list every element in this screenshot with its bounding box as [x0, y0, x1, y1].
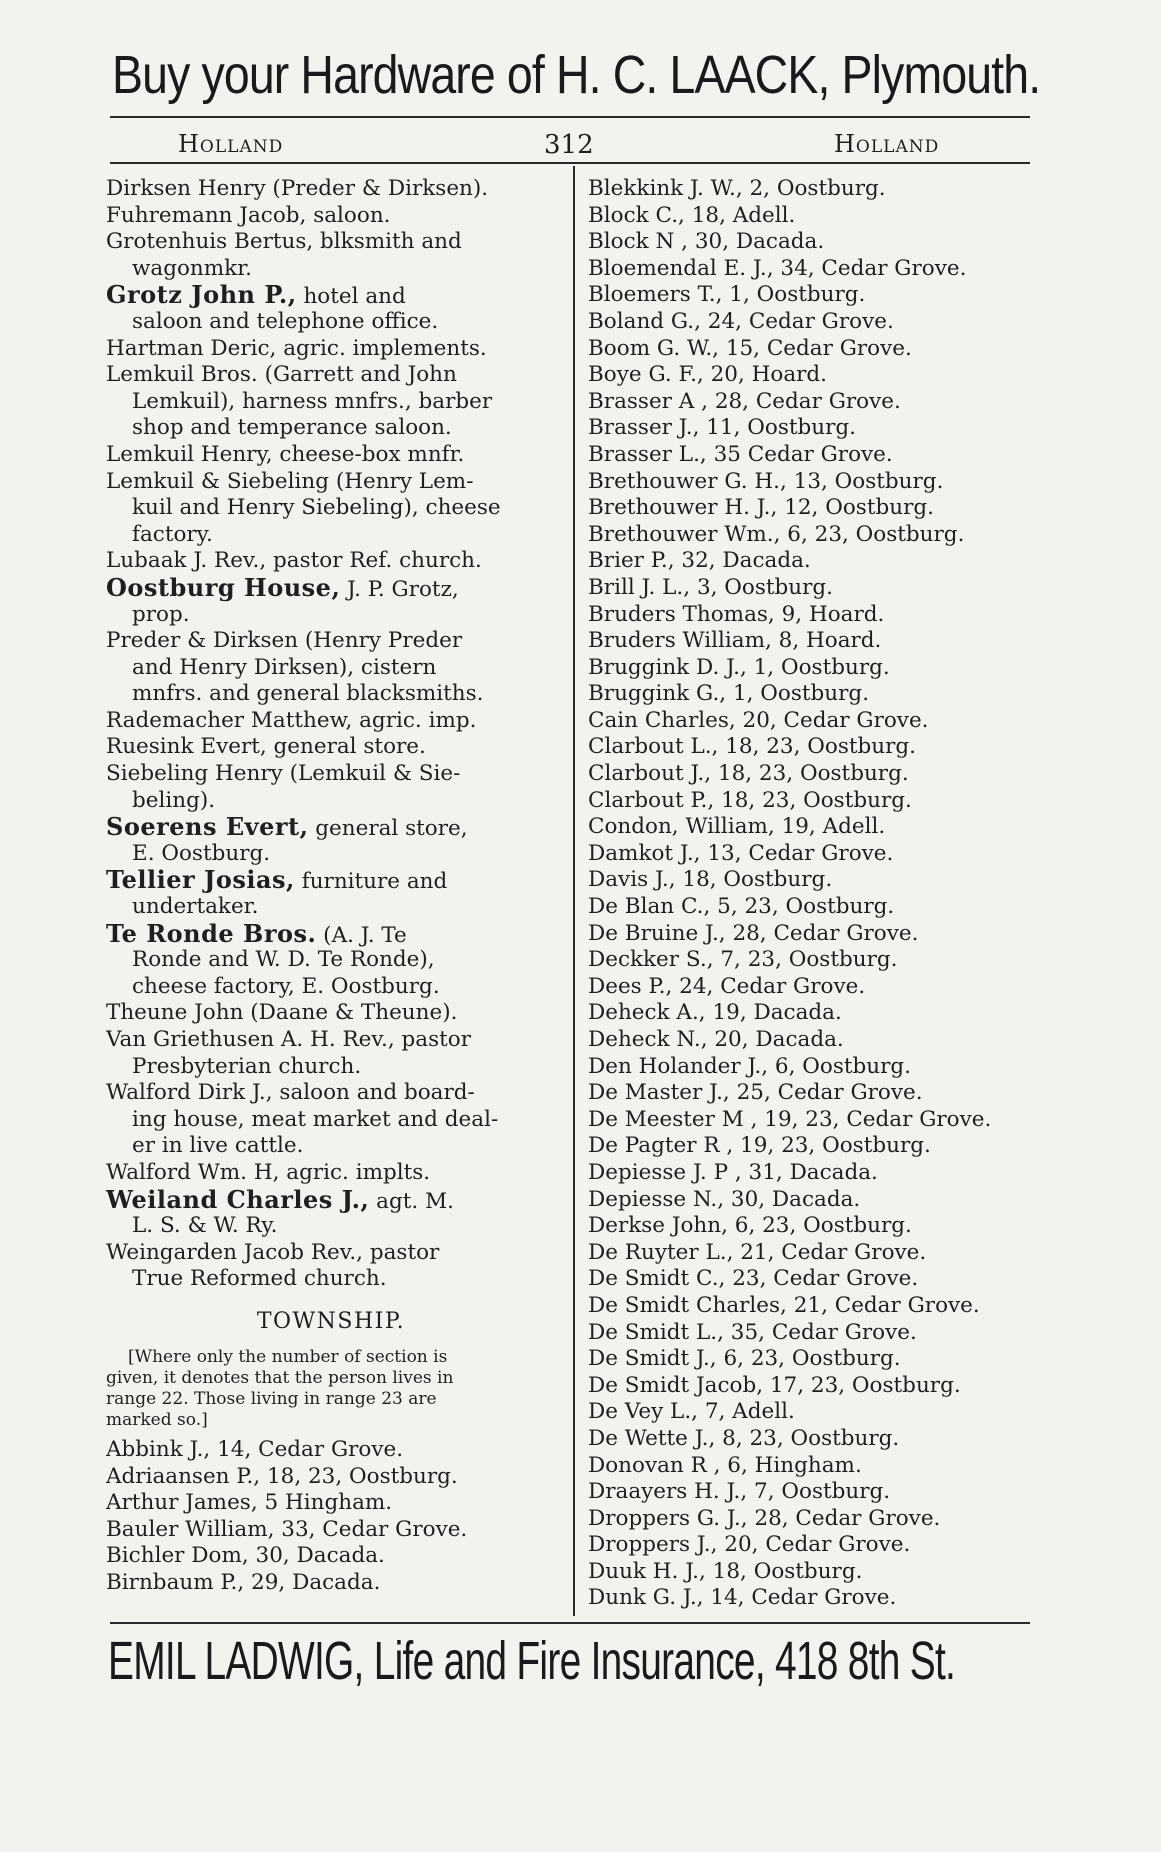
entry-text: er in live cattle.	[132, 1133, 304, 1159]
entry-line	[106, 1027, 556, 1054]
entry-line	[106, 362, 556, 389]
entry-line	[106, 788, 556, 815]
township-entry: Block C., 18, Adell.	[588, 202, 796, 228]
entry-line	[106, 229, 556, 256]
entry-text: Lemkuil Bros. (Garrett and John	[106, 362, 457, 388]
directory-entry	[106, 708, 556, 735]
entry-line	[106, 1000, 556, 1027]
directory-entry	[106, 921, 556, 1001]
township-entry: Brethouwer H. J., 12, Oostburg.	[588, 495, 934, 521]
township-entry: Boye G. F., 20, Hoard.	[588, 362, 828, 388]
entry-text: (A. J. Te	[316, 922, 407, 948]
entry-line	[106, 841, 556, 868]
township-entry: Blekkink J. W., 2, Oostburg.	[588, 176, 886, 201]
entry-text: kuil and Henry Siebeling), cheese	[132, 495, 501, 521]
directory-entry	[106, 734, 556, 761]
right-column	[588, 176, 1048, 1612]
entry-line	[106, 203, 556, 230]
entry-text: Lemkuil & Siebeling (Henry Lem-	[106, 468, 474, 494]
township-entry: Draayers H. J., 7, Oostburg.	[588, 1479, 891, 1505]
entry-name: Grotz John P.,	[106, 282, 297, 309]
township-entry: Damkot J., 13, Cedar Grove.	[588, 840, 894, 866]
township-entry: Donovan R , 6, Hingham.	[588, 1452, 862, 1478]
entry-line	[106, 415, 556, 442]
left-column	[106, 176, 556, 1597]
township-entry: De Pagter R , 19, 23, Oostburg.	[588, 1133, 931, 1159]
directory-entry	[106, 628, 556, 708]
running-head-right: Holland	[834, 130, 940, 158]
entry-name: Weiland Charles J.,	[106, 1186, 370, 1214]
directory-entry	[106, 867, 556, 920]
township-entry: Bauler William, 33, Cedar Grove.	[106, 1516, 468, 1542]
note-line: [Where only the number of section is	[128, 1346, 448, 1367]
entry-line	[106, 389, 556, 416]
entry-text: L. S. & W. Ry.	[132, 1213, 278, 1239]
entry-text: Hartman Deric, agric. implements.	[106, 335, 487, 361]
township-entry: Block N , 30, Dacada.	[588, 229, 825, 255]
entry-name: Oostburg House,	[106, 574, 341, 602]
township-entry: Deckker S., 7, 23, Oostburg.	[588, 947, 898, 973]
entry-text: Grotenhuis Bertus, blksmith and	[106, 229, 462, 255]
entry-line	[106, 469, 556, 496]
directory-entry	[106, 442, 556, 469]
entry-line	[106, 1054, 556, 1081]
entry-text: ing house, meat market and deal-	[132, 1106, 499, 1132]
entry-text: Dirksen Henry (Preder & Dirksen).	[106, 176, 489, 201]
township-entry: De Smidt Jacob, 17, 23, Oostburg.	[588, 1372, 961, 1398]
entry-line	[106, 1160, 556, 1187]
township-entry: Deheck A., 19, Dacada.	[588, 1000, 842, 1026]
township-entry: Brethouwer Wm., 6, 23, Oostburg.	[588, 521, 965, 547]
entry-text: J. P. Grotz,	[340, 576, 459, 602]
township-entry: Arthur James, 5 Hingham.	[106, 1490, 393, 1516]
directory-entry	[106, 761, 556, 814]
entry-line	[106, 921, 556, 948]
directory-entry	[106, 1160, 556, 1187]
township-entry: Brasser L., 35 Cedar Grove.	[588, 441, 893, 467]
directory-entry	[106, 575, 556, 628]
entry-text: Fuhremann Jacob, saloon.	[106, 202, 391, 228]
entry-line	[106, 1240, 556, 1267]
entry-line	[106, 495, 556, 522]
township-entry: Depiesse J. P , 31, Dacada.	[588, 1159, 878, 1185]
entry-text: Rademacher Matthew, agric. imp.	[106, 707, 477, 733]
entry-text: Weingarden Jacob Rev., pastor	[106, 1239, 440, 1265]
entry-line	[106, 681, 556, 708]
entry-line	[106, 1133, 556, 1160]
directory-entry	[106, 1240, 556, 1293]
entry-line	[106, 1187, 556, 1214]
township-entry: Birnbaum P., 29, Dacada.	[106, 1569, 381, 1595]
entry-line	[106, 256, 556, 283]
entry-line	[106, 602, 556, 629]
header-rule	[110, 162, 1030, 164]
entry-line	[106, 548, 556, 575]
entry-line	[106, 761, 556, 788]
running-head-left: Holland	[178, 130, 284, 158]
entry-text: shop and temperance saloon.	[132, 415, 452, 441]
township-entry: De Smidt J., 6, 23, Oostburg.	[588, 1346, 901, 1372]
township-entry: Cain Charles, 20, Cedar Grove.	[588, 707, 929, 733]
township-entry: Clarbout P., 18, 23, Oostburg.	[588, 787, 912, 813]
entry-text: saloon and telephone office.	[132, 308, 439, 334]
entry-text: mnfrs. and general blacksmiths.	[132, 681, 484, 707]
township-entry: Droppers J., 20, Cedar Grove.	[588, 1532, 911, 1558]
entry-text: furniture and	[294, 869, 448, 895]
township-entry: Boland G., 24, Cedar Grove.	[588, 308, 894, 334]
directory-entry	[106, 814, 556, 867]
township-entry: Davis J., 18, Oostburg.	[588, 867, 833, 893]
township-entry: De Smidt L., 35, Cedar Grove.	[588, 1319, 917, 1345]
entry-line	[106, 575, 556, 602]
directory-entry	[106, 282, 556, 335]
township-entry: Dees P., 24, Cedar Grove.	[588, 973, 866, 999]
township-entry: De Wette J., 8, 23, Oostburg.	[588, 1425, 900, 1451]
township-entry: Bruders Thomas, 9, Hoard.	[588, 601, 885, 627]
directory-entry	[106, 1027, 556, 1080]
township-entry: Bruggink D. J., 1, Oostburg.	[588, 654, 890, 680]
township-entry: Den Holander J., 6, Oostburg.	[588, 1053, 912, 1079]
directory-entry	[106, 203, 556, 230]
township-entry: Derkse John, 6, 23, Oostburg.	[588, 1213, 912, 1239]
entry-text: Van Griethusen A. H. Rev., pastor	[106, 1027, 471, 1052]
township-entry: Depiesse N., 30, Dacada.	[588, 1186, 861, 1212]
township-entry: De Meester M , 19, 23, Cedar Grove.	[588, 1106, 992, 1132]
entry-text: undertaker.	[132, 894, 259, 920]
entry-line	[106, 1266, 556, 1293]
entry-text: Ruesink Evert, general store.	[106, 734, 426, 760]
bottom-rule	[110, 1622, 1030, 1624]
entry-line	[106, 974, 556, 1001]
directory-entry	[106, 1187, 556, 1240]
entry-text: hotel and	[296, 284, 406, 309]
township-entry: Adriaansen P., 18, 23, Oostburg.	[106, 1463, 458, 1489]
entry-line	[106, 176, 556, 203]
entry-text: Lubaak J. Rev., pastor Ref. church.	[106, 548, 482, 574]
entry-line	[106, 867, 556, 894]
note-line: given, it denotes that the person lives in	[106, 1367, 454, 1388]
entry-name: Soerens Evert,	[106, 814, 309, 841]
entry-text: wagonmkr.	[132, 255, 252, 281]
entry-line	[106, 1107, 556, 1134]
entry-line	[106, 336, 556, 363]
township-note	[106, 1347, 556, 1431]
township-entry: De Bruine J., 28, Cedar Grove.	[588, 920, 919, 946]
entry-line	[106, 708, 556, 735]
township-entry: Bruggink G., 1, Oostburg.	[588, 681, 870, 707]
township-entry: Bloemendal E. J., 34, Cedar Grove.	[588, 255, 967, 281]
top-advertisement: Buy your Hardware of H. C. LAACK, Plymouth.	[112, 45, 1041, 105]
entry-line	[106, 309, 556, 336]
entry-line	[106, 628, 556, 655]
page-number: 312	[544, 130, 594, 160]
bottom-advertisement: EMIL LADWIG, Life and Fire Insurance, 418 8th St.	[108, 1631, 956, 1691]
entry-text: Lemkuil Henry, cheese-box mnfr.	[106, 441, 465, 467]
township-entry: De Ruyter L., 21, Cedar Grove.	[588, 1239, 927, 1265]
entry-text: Walford Wm. H, agric. implts.	[106, 1159, 431, 1185]
township-entry: Clarbout J., 18, 23, Oostburg.	[588, 761, 909, 787]
entry-line	[106, 282, 556, 309]
directory-entry	[106, 336, 556, 363]
directory-entry	[106, 469, 556, 549]
township-entry: De Master J., 25, Cedar Grove.	[588, 1080, 923, 1106]
township-entry: De Vey L., 7, Adell.	[588, 1399, 795, 1425]
directory-entry	[106, 229, 556, 282]
entry-text: Preder & Dirksen (Henry Preder	[106, 628, 463, 654]
entry-text: Lemkuil), harness mnfrs., barber	[132, 388, 493, 414]
entry-line	[106, 814, 556, 841]
entry-text: Presbyterian church.	[132, 1053, 362, 1079]
township-entry: Brill J. L., 3, Oostburg.	[588, 574, 834, 600]
entry-text: Ronde and W. D. Te Ronde),	[132, 947, 435, 973]
entry-line	[106, 947, 556, 974]
entry-line	[106, 734, 556, 761]
township-entry: De Smidt Charles, 21, Cedar Grove.	[588, 1292, 980, 1318]
entry-text: agt. M.	[369, 1188, 454, 1214]
entry-text: factory.	[132, 521, 213, 547]
township-entry: Abbink J., 14, Cedar Grove.	[106, 1436, 404, 1462]
entry-line	[106, 655, 556, 682]
entry-text: True Reformed church.	[132, 1266, 387, 1292]
entry-text: E. Oostburg.	[132, 840, 271, 866]
township-entry: Bruders William, 8, Hoard.	[588, 628, 882, 654]
column-divider	[573, 166, 575, 1616]
township-entry: Brier P., 32, Dacada.	[588, 548, 811, 574]
township-entry: Droppers G. J., 28, Cedar Grove.	[588, 1505, 941, 1531]
township-entry: Brasser J., 11, Oostburg.	[588, 415, 857, 441]
entry-line	[106, 442, 556, 469]
entry-text: beling).	[132, 787, 216, 813]
township-entry: Condon, William, 19, Adell.	[588, 814, 886, 840]
note-line: range 22. Those living in range 23 are	[106, 1388, 437, 1409]
township-entry: Bichler Dom, 30, Dacada.	[106, 1543, 385, 1569]
township-entry: Bloemers T., 1, Oostburg.	[588, 282, 866, 308]
entry-text: cheese factory, E. Oostburg.	[132, 973, 440, 999]
entry-line	[106, 1213, 556, 1240]
entry-text: Theune John (Daane & Theune).	[106, 1000, 458, 1026]
township-entry: Brasser A , 28, Cedar Grove.	[588, 388, 901, 414]
note-line: marked so.]	[106, 1409, 208, 1430]
top-rule	[110, 116, 1030, 118]
township-entry: Duuk H. J., 18, Oostburg.	[588, 1558, 863, 1584]
township-entry: Boom G. W., 15, Cedar Grove.	[588, 335, 912, 361]
entry-text: Siebeling Henry (Lemkuil & Sie-	[106, 761, 461, 787]
township-entry: De Smidt C., 23, Cedar Grove.	[588, 1266, 919, 1292]
section-heading: TOWNSHIP.	[256, 1308, 406, 1334]
entry-line	[106, 894, 556, 921]
running-head	[110, 130, 1030, 160]
entry-name: Tellier Josias,	[106, 867, 295, 895]
entry-name: Te Ronde Bros.	[106, 920, 317, 948]
directory-entry	[106, 1080, 556, 1160]
directory-entry	[106, 362, 556, 442]
entry-line	[106, 1080, 556, 1107]
township-entry: Clarbout L., 18, 23, Oostburg.	[588, 734, 917, 760]
township-entry: Brethouwer G. H., 13, Oostburg.	[588, 468, 944, 494]
entry-line	[106, 522, 556, 549]
directory-entry	[106, 176, 556, 203]
entry-text: Walford Dirk J., saloon and board-	[106, 1080, 475, 1106]
township-entry: De Blan C., 5, 23, Oostburg.	[588, 894, 895, 920]
directory-entry	[106, 548, 556, 575]
entry-text: prop.	[132, 601, 190, 627]
directory-entry	[106, 1000, 556, 1027]
entry-text: and Henry Dirksen), cistern	[132, 654, 437, 680]
township-entry: Deheck N., 20, Dacada.	[588, 1027, 844, 1052]
township-entry: Dunk G. J., 14, Cedar Grove.	[588, 1585, 897, 1611]
entry-text: general store,	[308, 816, 468, 841]
